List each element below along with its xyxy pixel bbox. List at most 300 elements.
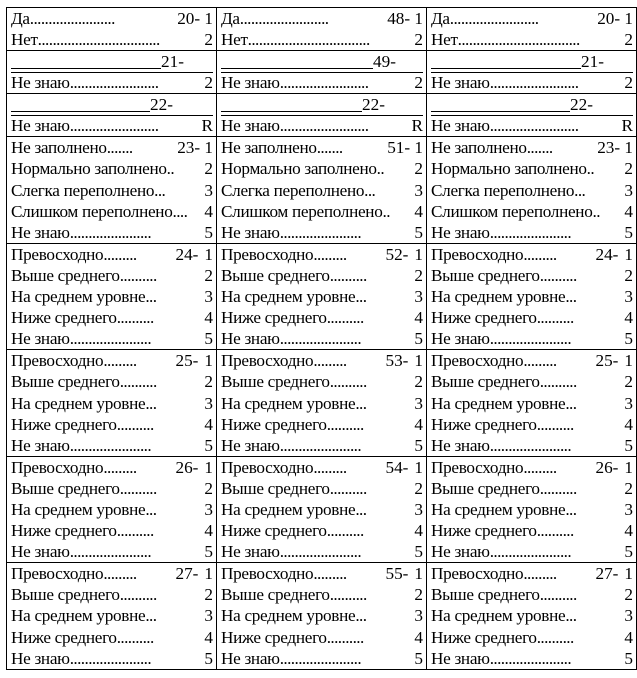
open-answer-line: [11, 94, 213, 115]
table-row: [7, 456, 637, 562]
answer-cell: [427, 243, 637, 349]
option-label: Не заполнено: [11, 138, 107, 158]
answer-cell: [427, 563, 637, 669]
dont-know-line: [11, 115, 213, 136]
answer-code: 1: [414, 457, 423, 477]
answer-cell: [217, 563, 427, 669]
answer-code: R: [411, 116, 423, 136]
leader-dots: .......: [106, 138, 133, 158]
option-label: На среднем уровне: [11, 287, 146, 307]
open-answer-line: [221, 51, 423, 72]
answer-code: 5: [204, 648, 213, 668]
option-line: [221, 158, 423, 179]
option-label: Превосходно: [221, 564, 314, 584]
option-label: Не знаю: [431, 648, 490, 668]
leader-dots: .................................: [457, 30, 580, 50]
leader-dots: ..........: [116, 521, 154, 541]
answer-code: 1: [204, 351, 213, 371]
leader-dots: ..........: [119, 585, 157, 605]
answer-code: 5: [624, 435, 633, 455]
leader-dots: ......................: [279, 222, 362, 242]
option-label: Нет: [11, 30, 38, 50]
option-line: [221, 648, 423, 669]
leader-dots: ..........: [539, 265, 577, 285]
option-line: [11, 158, 213, 179]
leader-dots: ..........: [326, 627, 364, 647]
option-line: [431, 180, 633, 201]
answer-code: 1: [204, 244, 213, 264]
open-answer-line: [221, 94, 423, 115]
leader-dots: ..........: [536, 414, 574, 434]
answer-code: 1: [204, 457, 213, 477]
option-line: [11, 457, 213, 478]
option-line: [431, 350, 633, 371]
leader-dots: ..........: [326, 414, 364, 434]
option-label: На среднем уровне: [221, 393, 356, 413]
option-label: Не знаю: [11, 73, 70, 93]
option-label: Превосходно: [431, 351, 524, 371]
answer-code: 5: [624, 329, 633, 349]
option-label: Ниже среднего: [431, 521, 537, 541]
leader-dots: ...: [145, 499, 157, 519]
answer-code: 3: [414, 180, 423, 200]
answer-code: R: [621, 116, 633, 136]
leader-dots: ......................: [69, 222, 152, 242]
option-line: [431, 265, 633, 286]
answer-blank-line: [221, 94, 362, 112]
leader-dots: ...: [355, 287, 367, 307]
option-line: [11, 244, 213, 265]
option-label: Выше среднего: [431, 478, 540, 498]
option-line: [11, 265, 213, 286]
option-line: [431, 393, 633, 414]
option-line: [11, 307, 213, 328]
option-line: [431, 563, 633, 584]
option-label: Слегка переполнено: [221, 180, 365, 200]
leader-dots: ...: [355, 499, 367, 519]
option-line: [11, 414, 213, 435]
answer-code: 4: [204, 201, 213, 221]
answer-code: 20- 1: [597, 9, 633, 28]
option-label: Превосходно: [221, 351, 314, 371]
answer-code: 23- 1: [177, 138, 213, 158]
option-label: Ниже среднего: [431, 627, 537, 647]
answer-code: 4: [414, 308, 423, 328]
answer-code: 3: [204, 606, 213, 626]
option-line: [431, 499, 633, 520]
option-label: Ниже среднего: [221, 627, 327, 647]
table-row: [7, 243, 637, 349]
answer-code: 5: [204, 222, 213, 242]
option-label: Нет: [431, 30, 458, 50]
option-line: [431, 414, 633, 435]
leader-dots: .......: [316, 138, 343, 158]
question-number: 22-: [362, 95, 385, 115]
option-label: Выше среднего: [221, 372, 330, 392]
option-line: [221, 478, 423, 499]
leader-dots: .........: [103, 244, 137, 264]
option-label: Превосходно: [431, 564, 524, 584]
answer-code: 3: [204, 393, 213, 413]
dont-know-line: [431, 72, 633, 93]
answer-cell: [7, 456, 217, 562]
option-label: Выше среднего: [11, 372, 120, 392]
option-line: [221, 499, 423, 520]
option-line: [221, 627, 423, 648]
answer-cell: [427, 456, 637, 562]
question-number: 27-: [595, 564, 619, 584]
option-label: Не заполнено: [221, 138, 317, 158]
dont-know-line: [221, 115, 423, 136]
answer-cell: [7, 8, 217, 51]
option-label: Превосходно: [11, 457, 104, 477]
table-row: [7, 51, 637, 94]
option-line: [431, 648, 633, 669]
option-line: [431, 584, 633, 605]
answer-blank-line: [11, 94, 150, 112]
answer-code: 2: [624, 478, 633, 498]
leader-dots: .........: [523, 351, 557, 371]
leader-dots: ......................: [279, 542, 362, 562]
option-line: [11, 627, 213, 648]
answer-code: 4: [204, 308, 213, 328]
leader-dots: ......................: [489, 222, 572, 242]
answer-code: 2: [414, 372, 423, 392]
option-line: [11, 29, 213, 50]
answer-cell: [217, 350, 427, 456]
option-line: [431, 286, 633, 307]
option-label: Не знаю: [11, 648, 70, 668]
answer-cell: [217, 243, 427, 349]
answer-code: 4: [414, 627, 423, 647]
option-line: [221, 414, 423, 435]
option-line: [221, 563, 423, 584]
option-line: [221, 180, 423, 201]
leader-dots: ...: [565, 393, 577, 413]
option-label: Да: [431, 9, 450, 28]
question-number: 24-: [175, 244, 199, 264]
leader-dots: ..: [166, 159, 175, 179]
option-line: [431, 8, 633, 29]
answer-code: 4: [624, 308, 633, 328]
answer-code: 2: [414, 73, 423, 93]
answer-code: 48- 1: [387, 9, 423, 28]
answer-cell: [217, 51, 427, 94]
answer-code: 3: [624, 499, 633, 519]
option-label: Ниже среднего: [221, 521, 327, 541]
question-number: 24-: [595, 244, 619, 264]
answer-code: 4: [624, 627, 633, 647]
leader-dots: ..: [592, 201, 600, 221]
answer-code: 2: [414, 585, 423, 605]
option-label: Выше среднего: [221, 585, 330, 605]
leader-dots: ..........: [119, 372, 157, 392]
leader-dots: ..........: [536, 627, 574, 647]
option-label: Превосходно: [431, 457, 524, 477]
question-number: 22-: [150, 95, 173, 115]
answer-code: 20- 1: [177, 9, 213, 28]
option-line: [11, 393, 213, 414]
leader-dots: ...: [355, 606, 367, 626]
answer-code: 3: [624, 287, 633, 307]
answer-code: 3: [414, 499, 423, 519]
table-row: [7, 563, 637, 669]
leader-dots: ......................: [279, 329, 362, 349]
leader-dots: ..........: [326, 521, 364, 541]
answer-code: 2: [414, 159, 423, 179]
option-label: Ниже среднего: [11, 308, 117, 328]
answer-code: 1: [624, 457, 633, 477]
leader-dots: .........: [103, 351, 137, 371]
leader-dots: ...: [574, 180, 586, 200]
answer-cell: [427, 137, 637, 243]
option-line: [221, 8, 423, 29]
option-line: [431, 158, 633, 179]
answer-code: 4: [624, 414, 633, 434]
answer-cell: [7, 563, 217, 669]
option-line: [11, 371, 213, 392]
option-label: На среднем уровне: [431, 499, 566, 519]
option-label: Не знаю: [221, 116, 280, 136]
option-line: [221, 605, 423, 626]
leader-dots: ......................: [489, 435, 572, 455]
answer-code: 2: [624, 265, 633, 285]
answer-cell: [217, 137, 427, 243]
option-label: Не знаю: [11, 542, 70, 562]
answer-code: 2: [204, 478, 213, 498]
answer-code: 1: [414, 564, 423, 584]
answer-code: 3: [624, 393, 633, 413]
option-label: На среднем уровне: [221, 287, 356, 307]
option-label: Не заполнено: [431, 138, 527, 158]
option-line: [221, 457, 423, 478]
option-label: Не знаю: [221, 73, 280, 93]
question-number: 26-: [175, 457, 199, 477]
option-line: [11, 328, 213, 349]
leader-dots: ........................: [69, 73, 159, 93]
answer-cell: [427, 350, 637, 456]
leader-dots: ........................: [489, 116, 579, 136]
option-label: Превосходно: [431, 244, 524, 264]
answer-code: 2: [624, 30, 633, 50]
option-line: [431, 605, 633, 626]
answer-code: 2: [414, 478, 423, 498]
option-line: [11, 605, 213, 626]
option-label: Превосходно: [221, 457, 314, 477]
answer-code: 2: [624, 585, 633, 605]
answer-code: 3: [204, 287, 213, 307]
option-line: [11, 8, 213, 29]
option-line: [221, 307, 423, 328]
option-line: [221, 29, 423, 50]
option-label: Выше среднего: [221, 265, 330, 285]
option-line: [431, 201, 633, 222]
option-label: Не знаю: [431, 435, 490, 455]
option-label: Не знаю: [11, 329, 70, 349]
answer-code: 1: [204, 564, 213, 584]
option-line: [221, 201, 423, 222]
dont-know-line: [11, 72, 213, 93]
answer-code: 1: [624, 244, 633, 264]
answer-code: 1: [414, 244, 423, 264]
option-line: [221, 350, 423, 371]
answer-code: 4: [414, 414, 423, 434]
leader-dots: ..........: [329, 585, 367, 605]
option-label: Выше среднего: [431, 372, 540, 392]
option-line: [431, 541, 633, 562]
option-label: На среднем уровне: [431, 287, 566, 307]
leader-dots: .......................: [29, 9, 115, 28]
option-line: [11, 541, 213, 562]
question-number: 27-: [175, 564, 199, 584]
answer-code: 3: [204, 180, 213, 200]
option-label: Не знаю: [431, 222, 490, 242]
option-label: Слишком переполнено: [221, 201, 383, 221]
table-row: [7, 350, 637, 456]
answer-code: 4: [624, 201, 633, 221]
leader-dots: ..........: [329, 372, 367, 392]
answer-code: 4: [204, 521, 213, 541]
leader-dots: .................................: [247, 30, 370, 50]
answer-cell: [427, 51, 637, 94]
answer-code: 2: [204, 159, 213, 179]
leader-dots: ........................: [239, 9, 329, 28]
answer-code: 23- 1: [597, 138, 633, 158]
leader-dots: ...: [145, 606, 157, 626]
answer-code: 1: [414, 351, 423, 371]
option-label: На среднем уровне: [431, 606, 566, 626]
option-label: Не знаю: [431, 73, 490, 93]
option-label: Слишком переполнено: [11, 201, 173, 221]
table-row: [7, 8, 637, 51]
option-line: [221, 435, 423, 456]
option-label: На среднем уровне: [11, 606, 146, 626]
option-label: Превосходно: [11, 351, 104, 371]
option-line: [431, 328, 633, 349]
leader-dots: .........: [313, 457, 347, 477]
option-line: [221, 328, 423, 349]
answer-blank-line: [11, 51, 161, 69]
option-label: Выше среднего: [11, 265, 120, 285]
option-label: Ниже среднего: [221, 308, 327, 328]
answer-code: 2: [624, 159, 633, 179]
question-number: 22-: [570, 95, 593, 115]
answer-code: 3: [204, 499, 213, 519]
leader-dots: ..........: [539, 372, 577, 392]
option-label: Ниже среднего: [11, 414, 117, 434]
option-line: [11, 201, 213, 222]
option-line: [431, 29, 633, 50]
option-label: На среднем уровне: [11, 393, 146, 413]
option-line: [221, 541, 423, 562]
option-line: [11, 584, 213, 605]
leader-dots: ..........: [326, 308, 364, 328]
answer-cell: [217, 8, 427, 51]
option-line: [431, 307, 633, 328]
option-label: Не знаю: [431, 542, 490, 562]
answer-code: 2: [204, 30, 213, 50]
answer-code: 5: [414, 542, 423, 562]
leader-dots: ..: [586, 159, 595, 179]
option-label: Не знаю: [221, 648, 280, 668]
question-number: 52-: [385, 244, 409, 264]
open-answer-line: [11, 51, 213, 72]
option-label: Не знаю: [221, 435, 280, 455]
option-line: [11, 563, 213, 584]
answer-code: 4: [414, 521, 423, 541]
option-line: [11, 137, 213, 158]
table-row: [7, 94, 637, 137]
option-line: [431, 371, 633, 392]
option-label: Не знаю: [431, 116, 490, 136]
answer-cell: [217, 94, 427, 137]
option-label: Не знаю: [221, 329, 280, 349]
leader-dots: ..........: [539, 585, 577, 605]
table-row: [7, 137, 637, 243]
option-line: [11, 180, 213, 201]
answer-blank-line: [431, 51, 581, 69]
option-label: Слишком переполнено: [431, 201, 593, 221]
leader-dots: ..........: [116, 627, 154, 647]
question-number: 53-: [385, 351, 409, 371]
option-line: [221, 393, 423, 414]
option-label: Выше среднего: [431, 585, 540, 605]
option-line: [11, 648, 213, 669]
answer-code: 5: [414, 329, 423, 349]
option-line: [431, 627, 633, 648]
answer-cell: [217, 456, 427, 562]
answer-cell: [7, 137, 217, 243]
answer-code: 2: [624, 372, 633, 392]
option-label: Ниже среднего: [431, 308, 537, 328]
leader-dots: .........: [103, 564, 137, 584]
answer-code: 3: [624, 606, 633, 626]
leader-dots: ......................: [69, 648, 152, 668]
leader-dots: ..........: [536, 308, 574, 328]
answer-code: 4: [204, 627, 213, 647]
option-label: Ниже среднего: [431, 414, 537, 434]
option-label: Не знаю: [431, 329, 490, 349]
questionnaire-grid: [6, 7, 637, 670]
option-line: [221, 584, 423, 605]
answer-code: 3: [414, 393, 423, 413]
option-line: [11, 520, 213, 541]
option-label: Превосходно: [221, 244, 314, 264]
answer-code: 5: [624, 542, 633, 562]
option-label: Превосходно: [11, 564, 104, 584]
answer-code: 5: [414, 435, 423, 455]
answer-code: 4: [414, 201, 423, 221]
answer-code: 2: [204, 585, 213, 605]
answer-code: 5: [414, 222, 423, 242]
option-label: Выше среднего: [221, 478, 330, 498]
leader-dots: ..........: [116, 414, 154, 434]
answer-cell: [7, 350, 217, 456]
leader-dots: ......................: [279, 435, 362, 455]
leader-dots: .........: [523, 564, 557, 584]
option-label: Слегка переполнено: [431, 180, 575, 200]
question-number: 26-: [595, 457, 619, 477]
option-line: [221, 265, 423, 286]
leader-dots: ....: [172, 201, 188, 221]
option-label: На среднем уровне: [11, 499, 146, 519]
option-label: Ниже среднего: [11, 521, 117, 541]
option-line: [431, 457, 633, 478]
leader-dots: ...: [154, 180, 166, 200]
answer-code: 2: [414, 265, 423, 285]
option-label: На среднем уровне: [221, 499, 356, 519]
leader-dots: ..: [376, 159, 385, 179]
